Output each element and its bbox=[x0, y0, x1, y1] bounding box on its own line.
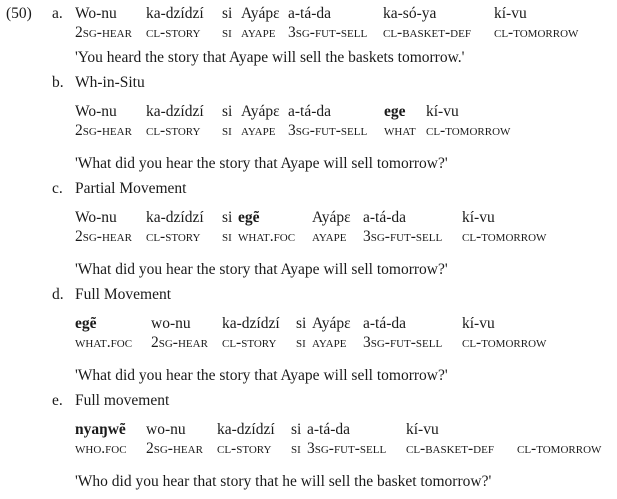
gloss: cl-tomorrow bbox=[462, 334, 547, 351]
gloss: cl-tomorrow bbox=[494, 24, 579, 41]
word: ka-dzídzí bbox=[146, 209, 204, 226]
gloss: who.foc bbox=[75, 440, 127, 457]
gloss: cl-story bbox=[222, 334, 277, 351]
item-heading: Full movement bbox=[75, 392, 170, 409]
gloss: cl-tomorrow bbox=[462, 228, 547, 245]
word: ka-dzídzí bbox=[217, 421, 275, 438]
word: ka-só-ya bbox=[383, 5, 437, 22]
translation: 'Who did you hear that story that he will sell the basket tomorrow?' bbox=[75, 473, 492, 490]
gloss: cl-basket-def bbox=[406, 440, 494, 457]
word: a-tá-da bbox=[307, 421, 351, 438]
word: si bbox=[291, 421, 302, 438]
gloss: what.foc bbox=[75, 334, 133, 351]
gloss: si bbox=[296, 334, 306, 351]
word: Wo-nu bbox=[75, 209, 117, 226]
gloss: cl-story bbox=[146, 122, 201, 139]
gloss: 2sg-hear bbox=[75, 122, 132, 139]
word: Ayápɛ bbox=[312, 209, 351, 226]
translation: 'What did you hear the story that Ayape will sell tomorrow?' bbox=[75, 367, 448, 384]
gloss: what.foc bbox=[238, 228, 296, 245]
word: kí-vu bbox=[426, 103, 459, 120]
word: Wo-nu bbox=[75, 5, 117, 22]
gloss: si bbox=[222, 24, 232, 41]
item-b-letter: b. bbox=[52, 74, 64, 91]
word: wo-nu bbox=[146, 421, 186, 438]
word: Ayápɛ bbox=[312, 315, 351, 332]
gloss: si bbox=[222, 228, 232, 245]
word: Ayápɛ bbox=[241, 5, 280, 22]
item-c-letter: c. bbox=[52, 180, 63, 197]
word: a-tá-da bbox=[363, 209, 407, 226]
word-focus: nyaŋwẽ bbox=[75, 421, 126, 438]
word: wo-nu bbox=[151, 315, 191, 332]
gloss: 3sg-fut-sell bbox=[288, 122, 368, 139]
gloss: cl-tomorrow bbox=[517, 440, 602, 457]
word: kí-vu bbox=[406, 421, 439, 438]
gloss: 2sg-hear bbox=[75, 24, 132, 41]
gloss: 2sg-hear bbox=[151, 334, 208, 351]
item-a-letter: a. bbox=[52, 5, 63, 22]
gloss: si bbox=[222, 122, 232, 139]
word-focus: ege bbox=[384, 103, 406, 120]
gloss: cl-story bbox=[217, 440, 272, 457]
translation: 'What did you hear the story that Ayape will sell tomorrow?' bbox=[75, 261, 448, 278]
gloss: 3sg-fut-sell bbox=[288, 24, 368, 41]
gloss: 3sg-fut-sell bbox=[307, 440, 387, 457]
gloss: si bbox=[291, 440, 301, 457]
item-d-letter: d. bbox=[52, 286, 64, 303]
word: a-tá-da bbox=[363, 315, 407, 332]
gloss: cl-story bbox=[146, 24, 201, 41]
item-heading: Wh-in-Situ bbox=[75, 74, 145, 91]
item-heading: Full Movement bbox=[75, 286, 172, 303]
gloss: cl-story bbox=[146, 228, 201, 245]
translation: 'What did you hear the story that Ayape will sell tomorrow?' bbox=[75, 155, 448, 172]
word: ka-dzídzí bbox=[146, 5, 204, 22]
word: kí-vu bbox=[462, 209, 495, 226]
word-focus: egẽ bbox=[75, 315, 97, 332]
word: ka-dzídzí bbox=[222, 315, 280, 332]
word: Wo-nu bbox=[75, 103, 117, 120]
gloss: 3sg-fut-sell bbox=[363, 334, 443, 351]
item-e-letter: e. bbox=[52, 392, 63, 409]
gloss: ayape bbox=[241, 24, 276, 41]
word: kí-vu bbox=[462, 315, 495, 332]
gloss: what bbox=[384, 122, 416, 139]
word: ka-dzídzí bbox=[146, 103, 204, 120]
example-number: (50) bbox=[6, 5, 32, 22]
gloss: ayape bbox=[312, 334, 347, 351]
word: si bbox=[296, 315, 307, 332]
gloss: cl-tomorrow bbox=[426, 122, 511, 139]
gloss: 2sg-hear bbox=[75, 228, 132, 245]
word: si bbox=[222, 103, 233, 120]
gloss: 3sg-fut-sell bbox=[363, 228, 443, 245]
word: kí-vu bbox=[494, 5, 527, 22]
gloss: ayape bbox=[241, 122, 276, 139]
gloss: ayape bbox=[312, 228, 347, 245]
gloss: 2sg-hear bbox=[146, 440, 203, 457]
translation: 'You heard the story that Ayape will sell the baskets tomorrow.' bbox=[75, 49, 465, 66]
gloss: cl-basket-def bbox=[383, 24, 471, 41]
word: a-tá-da bbox=[288, 5, 332, 22]
word: si bbox=[222, 209, 233, 226]
word: si bbox=[222, 5, 233, 22]
word: a-tá-da bbox=[288, 103, 332, 120]
item-heading: Partial Movement bbox=[75, 180, 187, 197]
word: Ayápɛ bbox=[241, 103, 280, 120]
word-focus: egẽ bbox=[238, 209, 260, 226]
